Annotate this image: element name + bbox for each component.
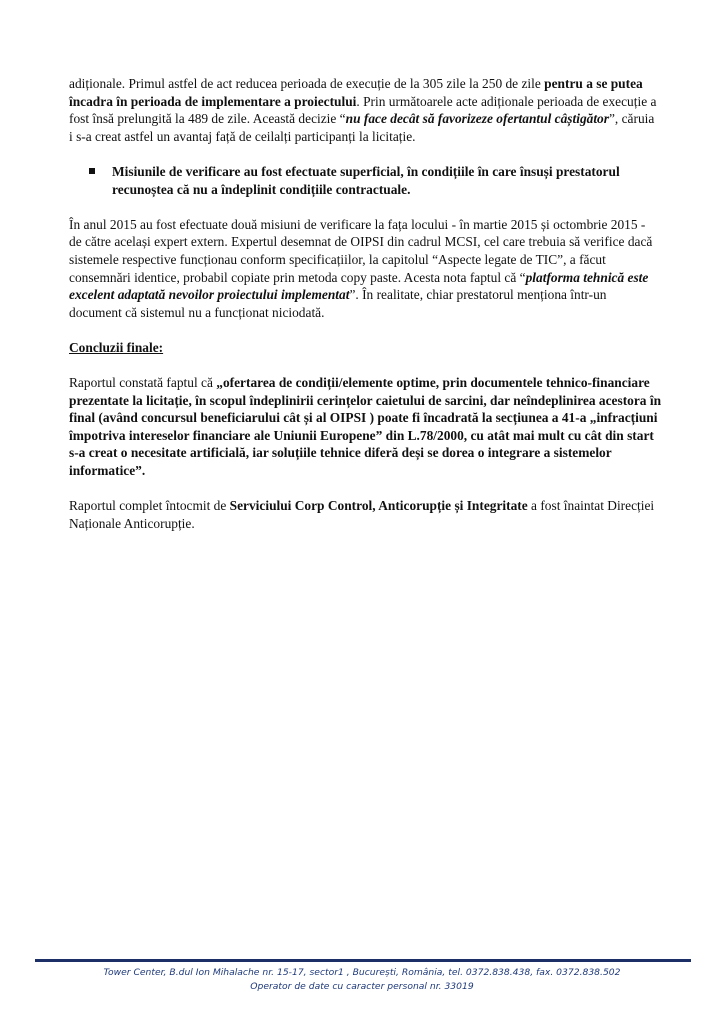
emphasis-bold: pentru a se putea încadra în perioada de implementare a proiectului	[69, 76, 643, 109]
quote-bold-italic: platforma tehnică este excelent adaptată nevoilor proiectului implementat	[69, 269, 649, 303]
footer-operator-note: Operator de date cu caracter personal nr. 33019	[250, 981, 474, 992]
bullet-list	[69, 163, 661, 198]
emphasis-bold: „ofertarea de condiții/elemente optime, prin documentele tehnico-financiare prezentate la licitație, în scopul îndeplinirii cerințelor caietului de sarcini, dar neîndeplinirea acestora în final (având concursul beneficiarului cât și al OIPSI ) poate fi încadrată la secțiunea a 41-a „infracțiuni împotriva intereselor financiare ale Uniunii Europene” din L.78/2000, cu atât mai mult cu cât din start s-a creat o necesitate artificială, iar soluțiile tehnice diferă deși se dorea o integrare a sistemelor informatice”.	[69, 375, 662, 479]
quote-bold-italic: nu face decât să favorizeze ofertantul câștigător	[345, 111, 609, 127]
square-bullet-icon	[89, 168, 95, 174]
paragraph-report-submission: Raportul complet întocmit de Serviciului Corp Control, Anticorupție și Integritate a fost înaintat Direcției Naționale Anticorupție.	[69, 498, 655, 531]
list-item: Misiunile de verificare au fost efectuate superficial, în condițiile în care însuși prestatorul recunoștea că nu a îndeplinit condițiile contractuale.	[69, 163, 661, 198]
footer-divider	[35, 959, 691, 962]
paragraph-verification-missions: În anul 2015 au fost efectuate două misiuni de verificare la fața locului - în martie 2015 și octombrie 2015 - de către același expert extern. Expertul desemnat de OIPSI din cadrul MCSI, cel care trebuia să verifice dacă sistemele respective funcționau conform specificațiilor, la capitolul “Aspecte legate de TIC”, a făcut consemnări identice, probabil copiate prin metoda copy paste. Acesta nota faptul că “platforma tehnică este excelent adaptată nevoilor proiectului implementat”. În realitate, chiar prestatorul menționa într-un document că sistemul nu a funcționat niciodată.	[69, 216, 653, 320]
footer-address: Tower Center, B.dul Ion Mihalache nr. 15-17, sector1 , București, România, tel. 0372.838.438, fax. 0372.838.502	[103, 967, 621, 978]
emphasis-bold: Serviciului Corp Control, Anticorupție și Integritate	[229, 498, 528, 514]
paragraph-additional-acts: adiționale. Primul astfel de act reducea perioada de execuție de la 305 zile la 250 de zile pentru a se putea încadra în perioada de implementare a proiectului. Prin următoarele acte adiționale perioada de execuție a fost însă prelungită la 489 de zile. Această decizie “nu face decât să favorizeze ofertantul câștigător”, căruia i s-a creat astfel un avantaj față de ceilalți participanți la licitație.	[69, 76, 657, 144]
paragraph-report-findings: Raportul constată faptul că „ofertarea de condiții/elemente optime, prin documentele tehnico-financiare prezentate la licitație, în scopul îndeplinirii cerințelor caietului de sarcini, dar neîndeplinirea acestora în final (având concursul beneficiarului cât și al OIPSI ) poate fi încadrată la secțiunea a 41-a „infracțiuni împotriva intereselor financiare ale Uniunii Europene” din L.78/2000, cu atât mai mult cu cât din start s-a creat o necesitate artificială, iar soluțiile tehnice diferă deși se dorea o integrare a sistemelor informatice”.	[69, 375, 662, 479]
section-heading: Concluzii finale:	[69, 339, 164, 355]
document-body	[69, 75, 661, 550]
